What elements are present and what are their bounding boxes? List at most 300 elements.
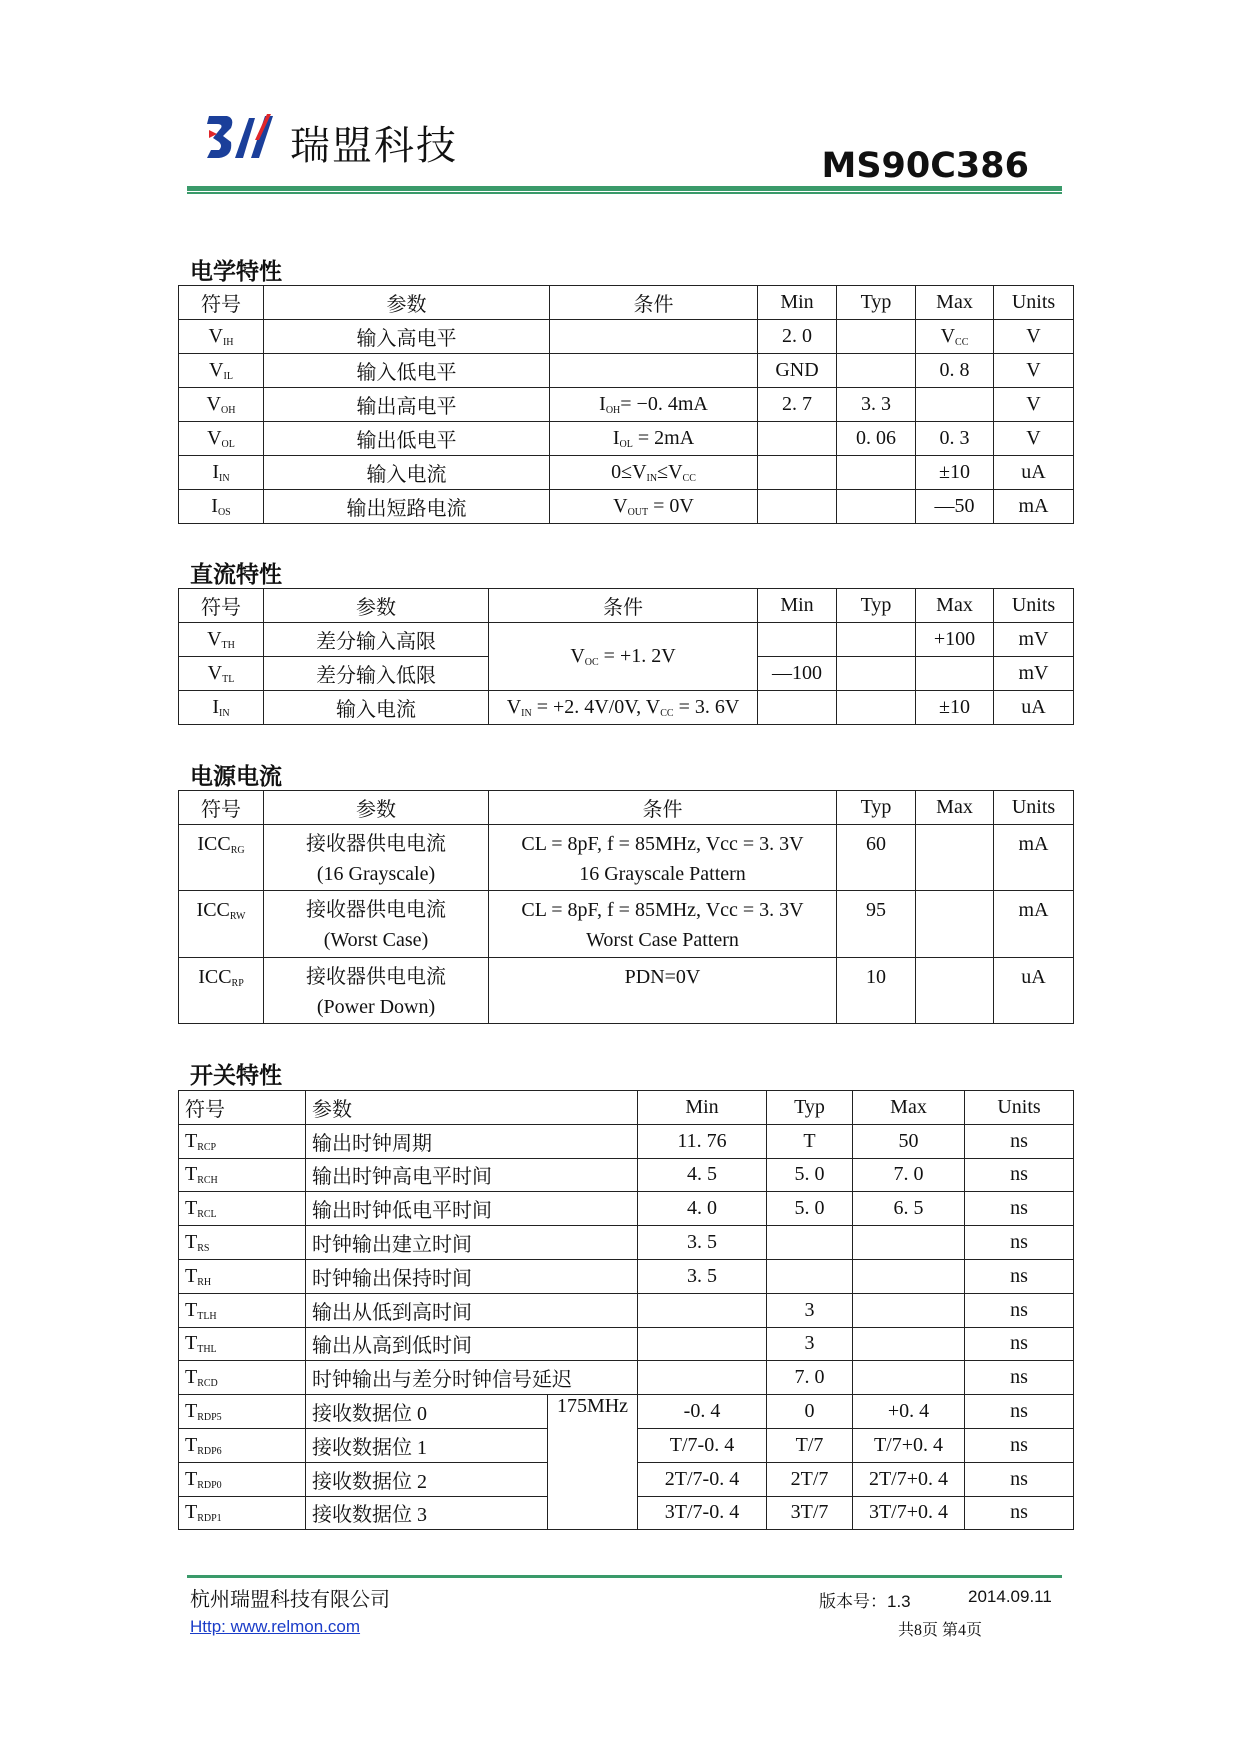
table-cell: 3. 5 <box>638 1259 767 1293</box>
table-cell: 10 <box>837 958 916 1024</box>
subscript: OH <box>221 405 236 416</box>
column-header: Max <box>916 286 994 320</box>
table-cell <box>179 891 264 958</box>
table-row <box>179 456 1074 490</box>
table-cell: ns <box>965 1428 1074 1462</box>
column-header: 条件 <box>489 791 837 825</box>
table-cell: 输出从高到低时间 <box>306 1327 638 1361</box>
table-row <box>179 691 1074 725</box>
table-cell <box>916 657 994 691</box>
table-cell: mV <box>994 623 1074 657</box>
cell-line: 接收器供电电流 <box>306 899 446 921</box>
version-number: 1.3 <box>887 1592 911 1611</box>
column-header: Units <box>965 1091 1074 1125</box>
cell-text: V <box>207 662 223 684</box>
cell-line: CL = 8pF, f = 85MHz, Vcc = 3. 3V <box>521 833 804 855</box>
table-header-row <box>179 791 1074 825</box>
cell-line: (16 Grayscale) <box>316 863 436 885</box>
table-cell: 2T/7-0. 4 <box>638 1462 767 1496</box>
table-cell: 2T/7+0. 4 <box>853 1462 965 1496</box>
column-header: Typ <box>767 1091 853 1125</box>
table-cell: 11. 76 <box>638 1124 767 1158</box>
table-cell: 5. 0 <box>767 1158 853 1192</box>
table-cell: —100 <box>758 657 837 691</box>
table-cell <box>758 691 837 725</box>
cell-text: T <box>185 1197 198 1220</box>
table-cell <box>550 388 758 422</box>
table-cell <box>837 354 916 388</box>
table-cell: 4. 0 <box>638 1192 767 1226</box>
subscript: RDP0 <box>197 1479 222 1491</box>
cell-text: V <box>940 325 956 347</box>
table-row <box>179 1192 1074 1226</box>
table-cell: mA <box>994 490 1074 524</box>
subscript: RP <box>231 978 244 989</box>
table-cell <box>179 1226 306 1260</box>
cell-text: = +1. 2V <box>598 645 676 667</box>
table-cell: 3 <box>767 1327 853 1361</box>
table-cell: 接收数据位 3 <box>306 1496 548 1530</box>
table-cell: ±10 <box>916 456 994 490</box>
header-divider <box>187 186 1062 191</box>
table-cell <box>179 320 264 354</box>
table-cell <box>767 1226 853 1260</box>
table-cell: 60 <box>837 825 916 891</box>
footer-date: 2014.09.11 <box>968 1587 1052 1606</box>
table-row <box>179 354 1074 388</box>
column-header: Typ <box>837 286 916 320</box>
table-cell <box>916 958 994 1024</box>
section-title-switching: 开关特性 <box>190 1063 282 1089</box>
table-cell <box>179 422 264 456</box>
table-cell: T/7 <box>767 1428 853 1462</box>
table-cell: 输出从低到高时间 <box>306 1293 638 1327</box>
column-header: 参数 <box>306 1091 638 1125</box>
cell-text: = −0. 4mA <box>620 393 708 415</box>
cell-text: = 2mA <box>632 427 695 449</box>
subscript: IN <box>646 473 658 484</box>
table-cell: T <box>767 1124 853 1158</box>
cell-text: T <box>185 1501 198 1524</box>
subscript: TLH <box>197 1310 217 1322</box>
table-cell <box>179 1192 306 1226</box>
table-cell <box>489 891 837 958</box>
table-cell: 0 <box>767 1395 853 1429</box>
table-cell <box>550 456 758 490</box>
brand-name: 瑞盟科技 <box>290 123 458 169</box>
subscript: OH <box>605 405 621 416</box>
column-header: 符号 <box>179 791 264 825</box>
subscript: OUT <box>627 507 649 518</box>
cell-text: V <box>208 325 223 347</box>
subscript: OC <box>584 657 599 668</box>
cell-line: (Worst Case) <box>323 929 429 951</box>
table-cell <box>264 891 489 958</box>
table-cell: 7. 0 <box>853 1158 965 1192</box>
cell-text: = +2. 4V/0V, V <box>531 696 661 718</box>
table-cell: 输出短路电流 <box>264 490 550 524</box>
column-header: 参数 <box>264 589 489 623</box>
subscript: TH <box>221 640 235 651</box>
table-cell: ns <box>965 1158 1074 1192</box>
column-header: 符号 <box>179 1091 306 1125</box>
table-cell <box>489 623 758 691</box>
column-header: Min <box>638 1091 767 1125</box>
table-cell <box>179 1428 306 1462</box>
table-cell <box>916 320 994 354</box>
table-cell: 3. 3 <box>837 388 916 422</box>
subscript: IH <box>222 337 234 348</box>
table-cell: uA <box>994 691 1074 725</box>
column-header: Max <box>853 1091 965 1125</box>
table-cell <box>638 1293 767 1327</box>
table-cell <box>179 388 264 422</box>
table-cell: 接收数据位 0 <box>306 1395 548 1429</box>
table-cell: mA <box>994 891 1074 958</box>
cell-text: I <box>211 495 218 517</box>
table-cell: 输出时钟周期 <box>306 1124 638 1158</box>
cell-line: Worst Case Pattern <box>586 929 739 951</box>
table-cell <box>758 422 837 456</box>
cell-text: I <box>212 461 220 483</box>
table-cell: GND <box>758 354 837 388</box>
table-row <box>179 891 1074 958</box>
subscript: CC <box>660 708 674 719</box>
table-cell <box>550 490 758 524</box>
table-cell: uA <box>994 958 1074 1024</box>
table-cell <box>179 825 264 891</box>
table-cell: V <box>994 388 1074 422</box>
table-cell <box>179 1293 306 1327</box>
table-cell: T/7+0. 4 <box>853 1428 965 1462</box>
table-cell: +0. 4 <box>853 1395 965 1429</box>
table-cell: 0. 8 <box>916 354 994 388</box>
column-header: Max <box>916 589 994 623</box>
table-cell <box>916 825 994 891</box>
table-cell: 3T/7-0. 4 <box>638 1496 767 1530</box>
header-divider-thin <box>187 192 1062 194</box>
table-cell <box>179 1496 306 1530</box>
table-cell: ns <box>965 1496 1074 1530</box>
subscript: RH <box>197 1276 212 1288</box>
cell-text: V <box>613 495 628 517</box>
table-cell: ns <box>965 1293 1074 1327</box>
table-cell <box>853 1259 965 1293</box>
table-row <box>179 825 1074 891</box>
cell-text: T <box>185 1400 198 1423</box>
table-cell: ns <box>965 1361 1074 1395</box>
subscript: RDP5 <box>197 1412 222 1424</box>
table-cell <box>264 825 489 891</box>
table-cell: 2. 7 <box>758 388 837 422</box>
subscript: RS <box>197 1243 210 1255</box>
table-cell <box>638 1361 767 1395</box>
column-header: Min <box>758 589 837 623</box>
cell-text: ≤V <box>657 461 683 483</box>
model-number: MS90C386 <box>821 146 1029 186</box>
cell-text: = 3. 6V <box>673 696 740 718</box>
table-cell <box>853 1361 965 1395</box>
table-cell: 输出高电平 <box>264 388 550 422</box>
table-cell: —50 <box>916 490 994 524</box>
footer-website-link[interactable]: Http: www.relmon.com <box>190 1617 361 1636</box>
table-cell: 输入低电平 <box>264 354 550 388</box>
table-cell: 输入电流 <box>264 456 550 490</box>
company-logo <box>205 112 277 162</box>
column-header: Typ <box>837 589 916 623</box>
table-cell <box>179 1327 306 1361</box>
footer-company: 杭州瑞盟科技有限公司 <box>190 1587 390 1611</box>
table-row <box>179 1395 1074 1429</box>
table-cell <box>489 825 837 891</box>
cell-text: ICC <box>197 833 231 855</box>
column-header: Units <box>994 286 1074 320</box>
subscript: IL <box>223 371 233 382</box>
table-cell: mA <box>994 825 1074 891</box>
cell-text: V <box>207 628 222 650</box>
table-cell <box>179 490 264 524</box>
table-cell: 3T/7+0. 4 <box>853 1496 965 1530</box>
table-cell <box>179 958 264 1024</box>
table-cell: ns <box>965 1192 1074 1226</box>
table-header-row <box>179 589 1074 623</box>
column-header: 参数 <box>264 286 550 320</box>
table-cell <box>179 1361 306 1395</box>
table-cell: 输出时钟高电平时间 <box>306 1158 638 1192</box>
table-row <box>179 490 1074 524</box>
power-table <box>178 790 1074 1024</box>
table-cell: PDN=0V <box>489 958 837 1024</box>
subscript: RW <box>229 911 246 922</box>
cell-text: 0≤V <box>611 461 647 483</box>
column-header: Units <box>994 791 1074 825</box>
table-cell <box>179 1124 306 1158</box>
table-cell: 差分输入低限 <box>264 657 489 691</box>
cell-text: T <box>185 1298 198 1321</box>
table-cell: ns <box>965 1327 1074 1361</box>
table-cell: 7. 0 <box>767 1361 853 1395</box>
cell-text: V <box>207 427 222 449</box>
table-cell: 接收数据位 2 <box>306 1462 548 1496</box>
table-cell: V <box>994 320 1074 354</box>
table-cell <box>837 623 916 657</box>
table-cell: ±10 <box>916 691 994 725</box>
table-cell: 2. 0 <box>758 320 837 354</box>
table-row <box>179 1293 1074 1327</box>
table-cell <box>853 1327 965 1361</box>
electrical-table <box>178 285 1074 524</box>
subscript: RG <box>230 845 245 856</box>
cell-text: ICC <box>198 966 232 988</box>
subscript: CC <box>955 337 969 348</box>
table-cell <box>916 388 994 422</box>
table-header-row <box>179 1091 1074 1125</box>
column-header: 条件 <box>550 286 758 320</box>
table-cell <box>179 1259 306 1293</box>
cell-text: I <box>212 696 220 718</box>
section-title-power: 电源电流 <box>190 764 282 790</box>
cell-text: T <box>185 1264 198 1287</box>
table-cell: 95 <box>837 891 916 958</box>
table-cell <box>179 456 264 490</box>
cell-text: T <box>185 1231 198 1254</box>
table-cell <box>853 1226 965 1260</box>
column-header: 条件 <box>489 589 758 623</box>
subscript: OS <box>217 507 231 518</box>
table-cell <box>179 1395 306 1429</box>
subscript: RCD <box>197 1378 218 1390</box>
table-row <box>179 422 1074 456</box>
cell-line: CL = 8pF, f = 85MHz, Vcc = 3. 3V <box>521 899 804 921</box>
table-cell: 0. 06 <box>837 422 916 456</box>
table-header-row <box>179 286 1074 320</box>
switching-table <box>178 1090 1074 1530</box>
subscript: RCP <box>197 1141 217 1153</box>
table-cell <box>179 354 264 388</box>
table-cell <box>837 657 916 691</box>
table-cell: 时钟输出保持时间 <box>306 1259 638 1293</box>
cell-text: I <box>599 393 606 415</box>
subscript: CC <box>682 473 696 484</box>
table-row <box>179 1259 1074 1293</box>
cell-text: V <box>206 393 221 415</box>
table-cell: 差分输入高限 <box>264 623 489 657</box>
table-cell <box>489 691 758 725</box>
table-cell <box>758 456 837 490</box>
table-cell <box>767 1259 853 1293</box>
table-cell <box>179 1158 306 1192</box>
dc-table <box>178 588 1074 725</box>
table-cell: V <box>994 422 1074 456</box>
table-cell <box>916 891 994 958</box>
table-cell <box>550 354 758 388</box>
table-cell: +100 <box>916 623 994 657</box>
table-cell: 3T/7 <box>767 1496 853 1530</box>
table-row <box>179 623 1074 657</box>
table-row <box>179 1327 1074 1361</box>
table-cell: V <box>994 354 1074 388</box>
version-label: 版本号： <box>819 1592 887 1611</box>
table-cell: mV <box>994 657 1074 691</box>
subscript: IN <box>219 473 230 484</box>
table-cell <box>758 623 837 657</box>
cell-text: T <box>185 1467 198 1490</box>
cell-text: V <box>570 645 585 667</box>
cell-line: 16 Grayscale Pattern <box>579 863 746 885</box>
table-cell <box>179 1462 306 1496</box>
table-cell <box>758 490 837 524</box>
table-row <box>179 1361 1074 1395</box>
cell-text: V <box>506 696 522 718</box>
subscript: RDP1 <box>197 1513 222 1525</box>
subscript: THL <box>197 1344 217 1356</box>
column-header: Units <box>994 589 1074 623</box>
table-cell <box>638 1327 767 1361</box>
cell-text: T <box>185 1332 198 1355</box>
table-cell: 50 <box>853 1124 965 1158</box>
table-cell: T/7-0. 4 <box>638 1428 767 1462</box>
cell-text: T <box>185 1129 198 1152</box>
column-header: Max <box>916 791 994 825</box>
table-cell: -0. 4 <box>638 1395 767 1429</box>
table-cell: 3 <box>767 1293 853 1327</box>
cell-line: 接收器供电电流 <box>306 966 446 988</box>
table-cell <box>837 320 916 354</box>
table-cell: ns <box>965 1259 1074 1293</box>
table-cell: 4. 5 <box>638 1158 767 1192</box>
subscript: RCH <box>197 1175 218 1187</box>
table-row <box>179 1158 1074 1192</box>
cell-text: ICC <box>196 899 230 921</box>
subscript: RCL <box>197 1209 217 1221</box>
table-cell <box>179 657 264 691</box>
table-row <box>179 1124 1074 1158</box>
table-cell <box>837 691 916 725</box>
cell-text: T <box>185 1433 198 1456</box>
cell-text: = 0V <box>648 495 694 517</box>
table-cell: 输入电流 <box>264 691 489 725</box>
table-cell <box>853 1293 965 1327</box>
footer-divider <box>187 1575 1062 1578</box>
table-cell: 时钟输出建立时间 <box>306 1226 638 1260</box>
table-cell: ns <box>965 1124 1074 1158</box>
cell-text: V <box>209 359 224 381</box>
cell-text: I <box>612 427 620 449</box>
subscript: OL <box>221 439 235 450</box>
footer-version <box>819 1587 911 1612</box>
table-cell: ns <box>965 1395 1074 1429</box>
table-cell <box>837 456 916 490</box>
table-cell: 输出时钟低电平时间 <box>306 1192 638 1226</box>
cell-text: T <box>185 1366 198 1389</box>
footer-page-count: 共8页 第4页 <box>898 1622 983 1639</box>
subscript: IN <box>521 708 532 719</box>
cell-text: T <box>185 1163 198 1186</box>
subscript: RDP6 <box>197 1445 222 1457</box>
table-cell <box>837 490 916 524</box>
column-header: 符号 <box>179 286 264 320</box>
subscript: TL <box>222 674 235 685</box>
table-cell: 2T/7 <box>767 1462 853 1496</box>
table-cell: 5. 0 <box>767 1192 853 1226</box>
section-title-dc: 直流特性 <box>190 562 282 588</box>
subscript: OL <box>619 439 633 450</box>
table-row <box>179 1226 1074 1260</box>
table-row <box>179 388 1074 422</box>
table-row <box>179 958 1074 1024</box>
column-header: 符号 <box>179 589 264 623</box>
table-cell: ns <box>965 1226 1074 1260</box>
table-cell: 时钟输出与差分时钟信号延迟 <box>306 1361 638 1395</box>
section-title-electrical: 电学特性 <box>190 259 282 285</box>
cell-line: 接收器供电电流 <box>306 833 446 855</box>
table-cell: 0. 3 <box>916 422 994 456</box>
table-cell <box>179 691 264 725</box>
table-cell <box>550 320 758 354</box>
table-cell <box>550 422 758 456</box>
table-cell <box>264 958 489 1024</box>
column-header: 参数 <box>264 791 489 825</box>
table-cell: 接收数据位 1 <box>306 1428 548 1462</box>
subscript: IN <box>219 708 230 719</box>
table-cell: 输出低电平 <box>264 422 550 456</box>
table-cell: uA <box>994 456 1074 490</box>
cell-line: (Power Down) <box>316 996 436 1018</box>
table-cell: 175MHz <box>548 1395 638 1530</box>
column-header: Typ <box>837 791 916 825</box>
table-cell <box>179 623 264 657</box>
table-cell: ns <box>965 1462 1074 1496</box>
